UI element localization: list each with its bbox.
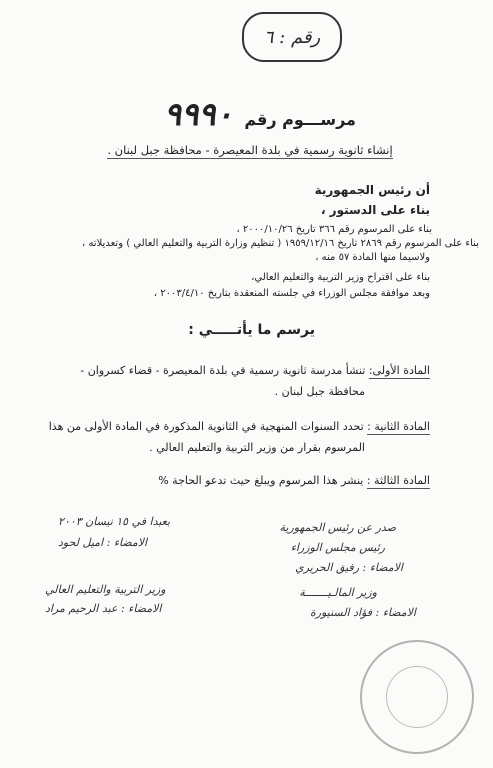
president-signature: الامضاء : اميل لحود — [58, 536, 148, 549]
preamble-president: أن رئيس الجمهورية — [314, 183, 430, 197]
article-second-label: المادة الثانية : — [367, 420, 430, 433]
pm-title: رئيس مجلس الوزراء — [290, 541, 385, 554]
decrees-heading: يرسم ما يأتـــــي : — [188, 322, 315, 338]
article-first-text: تنشأ مدرسة ثانوية رسمية في بلدة المعيصرة - قضاء كسروان - — [80, 364, 366, 377]
preamble-cabinet: وبعد موافقة مجلس الوزراء في جلسته المنعقدة بتاريخ ٢٠٠٣/٤/١٠ ، — [153, 288, 430, 299]
document-number-box — [242, 12, 342, 62]
place-date: بعبدا في ١٥ نيسان ٢٠٠٣ — [58, 515, 171, 528]
article-first-label: المادة الأولى: — [368, 364, 430, 377]
preamble-proposal: بناء على اقتراح وزير التربية والتعليم العالي، — [251, 272, 430, 283]
finance-minister-signature: الامضاء : فؤاد السنيورة — [310, 606, 416, 619]
preamble-constitution: بناء على الدستور ، — [320, 203, 430, 217]
article-first-continued: محافظة جبل لبنان . — [274, 385, 365, 398]
article-third — [158, 474, 430, 487]
decree-title-label: مرســـوم رقم — [244, 110, 356, 129]
finance-minister-title: وزير المالـيـــــــة — [299, 586, 377, 599]
preamble-decree-366: بناء على المرسوم رقم ٣٦٦ تاريخ ٢٠٠٠/١٠/٢٦ ، — [236, 224, 432, 235]
article-third-label: المادة الثالثة : — [366, 474, 430, 487]
article-second-text: تحدد السنوات المنهجية في الثانوية المذكورة في المادة الأولى من هذا — [48, 420, 364, 433]
education-minister-title: وزير التربية والتعليم العالي — [45, 583, 166, 596]
preamble-article-57: ولاسيما منها المادة ٥٧ منه ، — [315, 252, 430, 263]
education-minister-signature: الامضاء : عبد الرحيم مراد — [45, 602, 162, 615]
document-number: رقم : ٦ — [263, 26, 321, 48]
decree-subtitle: إنشاء ثانوية رسمية في بلدة المعيصرة - محافظة جبل لبنان . — [107, 143, 393, 157]
official-seal — [360, 640, 474, 754]
article-first — [80, 364, 430, 377]
seal-emblem — [386, 666, 448, 728]
preamble-decree-2869: بناء على المرسوم رقم ٢٨٦٩ تاريخ ١٩٥٩/١٢/١٦ ( تنظيم وزارة التربية والتعليم العالي ) وتعديلاته ، — [82, 238, 479, 249]
article-second-continued: المرسوم بقرار من وزير التربية والتعليم العالي . — [149, 441, 365, 454]
decree-number: ٩٩٩٠ — [164, 95, 233, 133]
article-third-text: ينشر هذا المرسوم ويبلغ حيث تدعو الحاجة % — [158, 474, 364, 487]
pm-signature: الامضاء : رفيق الحريري — [295, 561, 403, 574]
issued-by: صدر عن رئيس الجمهورية — [279, 521, 396, 534]
article-second — [49, 420, 430, 433]
decree-title — [140, 95, 380, 133]
